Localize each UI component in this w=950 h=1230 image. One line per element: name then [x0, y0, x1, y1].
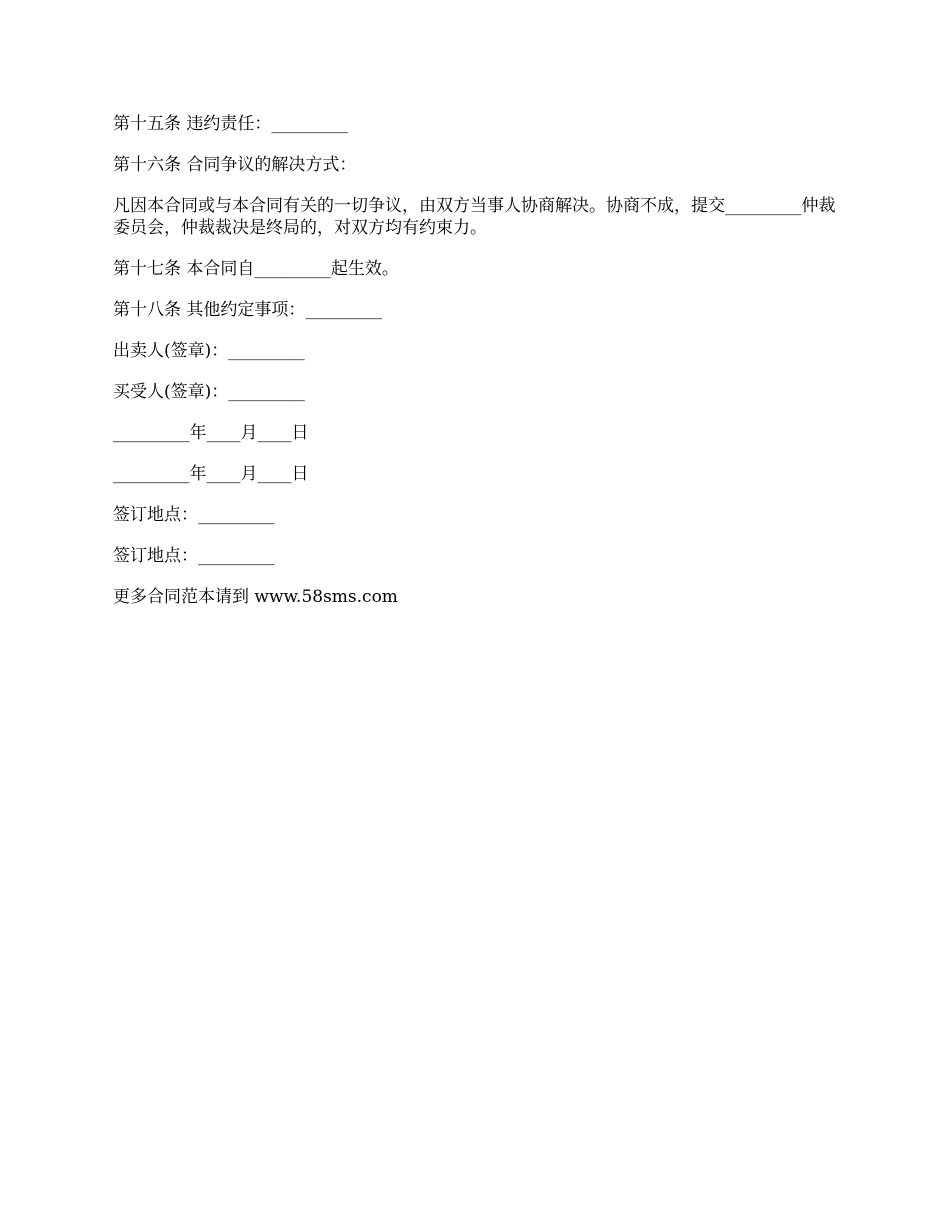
article-17-effective-date: 第十七条 本合同自_________起生效。: [113, 259, 399, 279]
seller-signature: 出卖人(签章)：_________: [113, 341, 305, 361]
article-18-other-matters: 第十八条 其他约定事项：_________: [113, 300, 382, 320]
buyer-signature: 买受人(签章)：_________: [113, 382, 305, 402]
article-16-dispute-resolution: 第十六条 合同争议的解决方式：: [113, 155, 357, 175]
footer-more-templates: 更多合同范本请到 www.58sms.com: [113, 587, 398, 607]
seller-sign-location: 签订地点：_________: [113, 505, 275, 525]
dispute-arbitration-clause: 凡因本合同或与本合同有关的一切争议，由双方当事人协商解决。协商不成，提交_________仲裁委员会，仲裁裁决是终局的，对双方均有约束力。: [113, 196, 836, 238]
buyer-sign-location: 签订地点：_________: [113, 546, 275, 566]
buyer-sign-date: _________年____月____日: [113, 464, 309, 484]
article-15-breach-liability: 第十五条 违约责任：_________: [113, 114, 348, 134]
seller-sign-date: _________年____月____日: [113, 423, 309, 443]
document-page: [113, 113, 840, 627]
